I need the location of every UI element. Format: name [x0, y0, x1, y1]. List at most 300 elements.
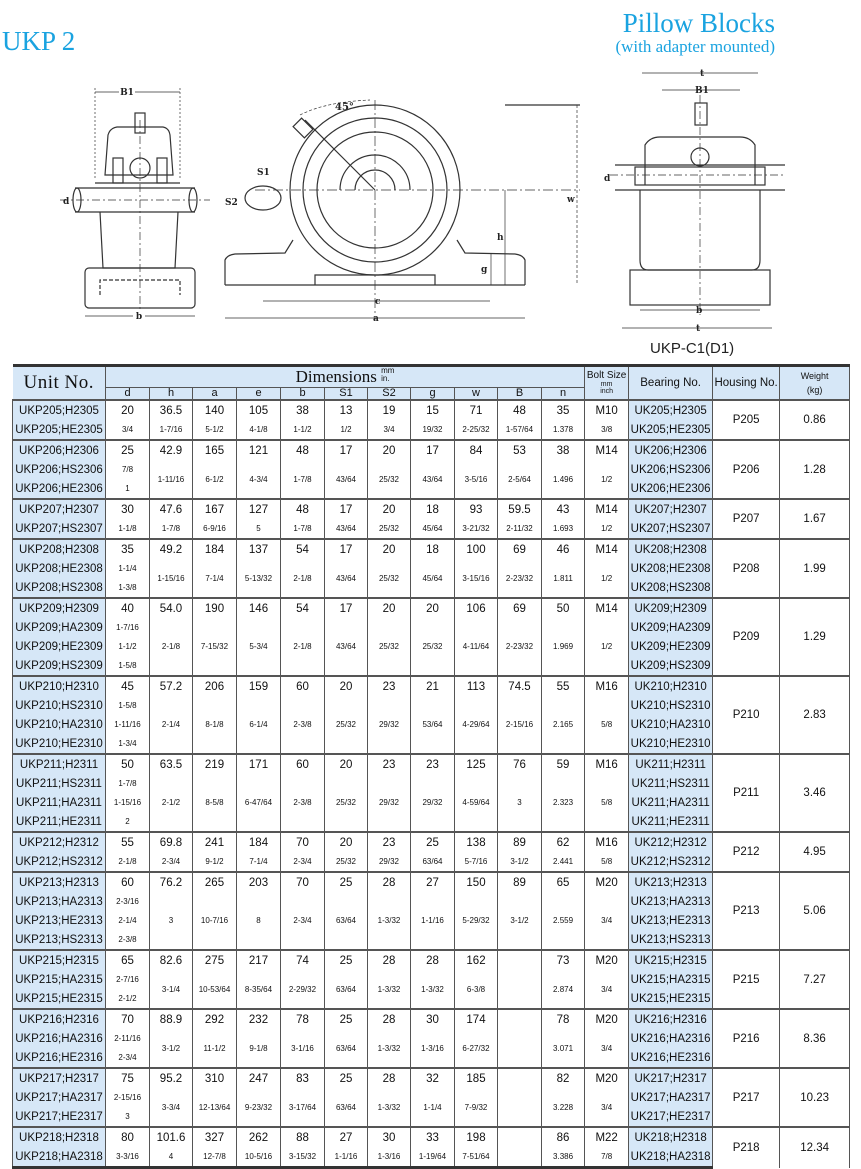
dim-cell: 7-15/32: [193, 618, 237, 676]
weight-cell: 3.46: [780, 754, 850, 832]
header-col-b: b: [281, 388, 325, 401]
dim-cell: 1-7/16: [150, 420, 193, 440]
dim-cell: 165: [193, 440, 237, 460]
dim-cell: 43/64: [325, 460, 368, 499]
bearing-no-cell: UK211;HA2311: [629, 793, 713, 812]
dim-cell: M14: [585, 499, 629, 519]
dim-cell: 185: [455, 1068, 498, 1088]
dim-cell: [498, 1147, 542, 1168]
dim-cell: 2.441: [542, 852, 585, 872]
dim-cell: 63/64: [325, 1088, 368, 1127]
table-row: [13, 1068, 850, 1088]
dim-cell: 25: [325, 1068, 368, 1088]
bearing-no-cell: UK211;H2311: [629, 754, 713, 774]
dim-cell: 25: [325, 950, 368, 970]
header-col-d: d: [106, 388, 150, 401]
dim-cell: 25/32: [368, 618, 411, 676]
dim-cell: 3/4: [585, 1029, 629, 1068]
header-col-b: B: [498, 388, 542, 401]
table-row: [13, 950, 850, 970]
unit-no-cell: UKP209;HA2309: [13, 618, 106, 637]
unit-no-cell: UKP211;H2311: [13, 754, 106, 774]
dim-cell: 60: [281, 754, 325, 774]
header-col-e: e: [237, 388, 281, 401]
label-b1: B1: [120, 88, 134, 98]
dim-cell: 20: [325, 676, 368, 696]
dim-cell: 86: [542, 1127, 585, 1147]
dim-cell: 8: [237, 892, 281, 950]
dim-cell: 69.8: [150, 832, 193, 852]
dim-cell: 7-9/32: [455, 1088, 498, 1127]
dim-d-cell: 2-1/8: [106, 852, 150, 872]
label-d: d: [63, 197, 70, 207]
bearing-no-cell: UK209;HS2309: [629, 656, 713, 676]
table-row: [13, 499, 850, 519]
unit-no-cell: UKP212;H2312: [13, 832, 106, 852]
dim-cell: 43/64: [411, 460, 455, 499]
dim-d-cell: 2-11/16: [106, 1029, 150, 1048]
dim-cell: 20: [368, 499, 411, 519]
unit-no-cell: UKP209;HS2309: [13, 656, 106, 676]
dim-d-cell: 1-15/16: [106, 793, 150, 812]
label-t-top: t: [700, 69, 705, 79]
cover-view-caption: UKP-C1(D1): [650, 340, 735, 357]
dim-cell: 3-1/16: [281, 1029, 325, 1068]
dim-cell: 25/32: [368, 519, 411, 539]
bearing-no-cell: UK210;HA2310: [629, 715, 713, 734]
dim-d-cell: 1-7/16: [106, 618, 150, 637]
dim-cell: 2.874: [542, 970, 585, 1009]
dim-cell: 1-7/8: [281, 519, 325, 539]
dim-cell: 1.969: [542, 618, 585, 676]
header-col-s1: S1: [325, 388, 368, 401]
dim-cell: M14: [585, 539, 629, 559]
label-h: h: [497, 233, 504, 243]
dim-cell: 2-23/32: [498, 618, 542, 676]
housing-no-cell: P218: [713, 1127, 780, 1168]
dim-cell: 125: [455, 754, 498, 774]
unit-group: [13, 499, 850, 539]
dim-cell: 171: [237, 754, 281, 774]
table-row: [13, 832, 850, 852]
dim-d-cell: 1-1/4: [106, 559, 150, 578]
unit-no-cell: UKP217;H2317: [13, 1068, 106, 1088]
weight-cell: 5.06: [780, 872, 850, 950]
dim-cell: 232: [237, 1009, 281, 1029]
dim-cell: 9-1/8: [237, 1029, 281, 1068]
unit-group: [13, 400, 850, 440]
label-45-deg: 45°: [335, 102, 354, 113]
dim-cell: 60: [281, 676, 325, 696]
dim-cell: 89: [498, 872, 542, 892]
bearing-no-cell: UK217;H2317: [629, 1068, 713, 1088]
dim-cell: 17: [325, 598, 368, 618]
product-title-block: [615, 8, 775, 56]
header-col-h: h: [150, 388, 193, 401]
dim-cell: 2-3/8: [281, 696, 325, 754]
bearing-no-cell: UK213;HS2313: [629, 930, 713, 950]
dim-cell: 292: [193, 1009, 237, 1029]
dim-cell: 6-1/4: [237, 696, 281, 754]
dim-cell: M20: [585, 950, 629, 970]
dim-cell: 3-1/4: [150, 970, 193, 1009]
table-row: [13, 754, 850, 774]
dim-cell: 95.2: [150, 1068, 193, 1088]
housing-no-cell: P213: [713, 872, 780, 950]
header-col-s2: S2: [368, 388, 411, 401]
dim-cell: 30: [368, 1127, 411, 1147]
dim-cell: 17: [325, 499, 368, 519]
bearing-no-cell: UK207;H2307: [629, 499, 713, 519]
dim-cell: 10-5/16: [237, 1147, 281, 1168]
dim-cell: 5-29/32: [455, 892, 498, 950]
dim-d-cell: 1-5/8: [106, 656, 150, 676]
housing-no-cell: P208: [713, 539, 780, 598]
housing-no-cell: P206: [713, 440, 780, 499]
dim-cell: M22: [585, 1127, 629, 1147]
unit-no-cell: UKP217;HA2317: [13, 1088, 106, 1107]
unit-no-cell: UKP211;HE2311: [13, 812, 106, 832]
weight-cell: 4.95: [780, 832, 850, 872]
dim-d-cell: 7/8: [106, 460, 150, 479]
dim-cell: 3-1/2: [150, 1029, 193, 1068]
dim-d-cell: 2-3/4: [106, 1048, 150, 1068]
dim-d-cell: 50: [106, 754, 150, 774]
header-col-n: n: [542, 388, 585, 401]
cover-view-drawing: [600, 65, 790, 340]
dim-cell: 3/4: [585, 970, 629, 1009]
side-view-drawing: [55, 80, 215, 325]
dim-cell: 4-59/64: [455, 774, 498, 832]
dim-cell: 70: [281, 832, 325, 852]
label-s1: S1: [257, 168, 270, 178]
unit-group: [13, 872, 850, 950]
dim-cell: 5: [237, 519, 281, 539]
dim-cell: 48: [281, 440, 325, 460]
dim-cell: 3-15/32: [281, 1147, 325, 1168]
dim-cell: 17: [325, 539, 368, 559]
unit-no-cell: UKP216;H2316: [13, 1009, 106, 1029]
unit-group: [13, 832, 850, 872]
dim-cell: 8-35/64: [237, 970, 281, 1009]
bearing-no-cell: UK211;HS2311: [629, 774, 713, 793]
dim-cell: 43/64: [325, 559, 368, 598]
dim-cell: 82: [542, 1068, 585, 1088]
dim-cell: 76.2: [150, 872, 193, 892]
dim-cell: 25/32: [368, 460, 411, 499]
dim-cell: 8-1/8: [193, 696, 237, 754]
dim-cell: 1.496: [542, 460, 585, 499]
table-row: [13, 676, 850, 696]
bearing-no-cell: UK213;HA2313: [629, 892, 713, 911]
bearing-no-cell: UK206;HS2306: [629, 460, 713, 479]
bearing-no-cell: UK210;H2310: [629, 676, 713, 696]
dim-cell: 2-3/8: [281, 774, 325, 832]
dim-d-cell: 1-3/4: [106, 734, 150, 754]
housing-no-cell: P211: [713, 754, 780, 832]
dim-d-cell: 60: [106, 872, 150, 892]
dim-cell: 89: [498, 832, 542, 852]
housing-no-cell: P205: [713, 400, 780, 440]
dim-cell: 78: [281, 1009, 325, 1029]
dim-cell: 1-3/32: [368, 1088, 411, 1127]
dim-cell: 1.811: [542, 559, 585, 598]
dim-cell: 12-13/64: [193, 1088, 237, 1127]
unit-no-cell: UKP210;HS2310: [13, 696, 106, 715]
dim-cell: 101.6: [150, 1127, 193, 1147]
dim-cell: 174: [455, 1009, 498, 1029]
dim-cell: 3.228: [542, 1088, 585, 1127]
dim-cell: 1-1/4: [411, 1088, 455, 1127]
dim-d-cell: 65: [106, 950, 150, 970]
label-b-cover: b: [696, 306, 703, 316]
dim-d-cell: 2: [106, 812, 150, 832]
dim-cell: 50: [542, 598, 585, 618]
dim-cell: 28: [368, 872, 411, 892]
dim-cell: 29/32: [368, 774, 411, 832]
dim-cell: 146: [237, 598, 281, 618]
bearing-no-cell: UK215;HA2315: [629, 970, 713, 989]
dim-cell: 2-23/32: [498, 559, 542, 598]
bearing-no-cell: UK205;HE2305: [629, 420, 713, 440]
dim-cell: 184: [193, 539, 237, 559]
dim-cell: 63/64: [325, 892, 368, 950]
dim-cell: 137: [237, 539, 281, 559]
weight-cell: 12.34: [780, 1127, 850, 1168]
header-weight: Weight (kg): [780, 366, 850, 401]
unit-group: [13, 440, 850, 499]
unit-group: [13, 598, 850, 676]
dim-cell: 2.165: [542, 696, 585, 754]
dim-cell: 54.0: [150, 598, 193, 618]
dim-cell: 27: [411, 872, 455, 892]
table-row: [13, 872, 850, 892]
dim-cell: 4: [150, 1147, 193, 1168]
dim-cell: M20: [585, 872, 629, 892]
dim-cell: 217: [237, 950, 281, 970]
dim-cell: 13: [325, 400, 368, 420]
bearing-no-cell: UK217;HE2317: [629, 1107, 713, 1127]
dim-cell: 28: [368, 1068, 411, 1088]
dim-cell: 1-19/64: [411, 1147, 455, 1168]
dim-cell: 2-3/4: [281, 892, 325, 950]
dim-cell: 63/64: [325, 970, 368, 1009]
unit-no-cell: UKP206;HE2306: [13, 479, 106, 499]
dim-cell: 20: [368, 539, 411, 559]
label-g: g: [481, 265, 488, 275]
table-row: [13, 400, 850, 420]
dim-cell: 20: [325, 754, 368, 774]
header-unit-no: Unit No.: [13, 366, 106, 401]
dim-cell: 1.693: [542, 519, 585, 539]
dim-cell: 32: [411, 1068, 455, 1088]
weight-cell: 0.86: [780, 400, 850, 440]
dim-d-cell: 40: [106, 598, 150, 618]
dim-cell: 23: [411, 754, 455, 774]
dim-d-cell: 45: [106, 676, 150, 696]
dim-d-cell: 25: [106, 440, 150, 460]
dim-cell: 3-15/16: [455, 559, 498, 598]
dim-cell: 20: [411, 598, 455, 618]
housing-no-cell: P210: [713, 676, 780, 754]
dim-cell: 1-7/8: [150, 519, 193, 539]
dim-d-cell: 30: [106, 499, 150, 519]
dim-cell: 74.5: [498, 676, 542, 696]
dim-cell: 3-17/64: [281, 1088, 325, 1127]
unit-no-cell: UKP209;H2309: [13, 598, 106, 618]
table-row: [13, 1009, 850, 1029]
dim-cell: 2-15/16: [498, 696, 542, 754]
table-row: [13, 440, 850, 460]
dim-cell: 10-53/64: [193, 970, 237, 1009]
dim-d-cell: 1-7/8: [106, 774, 150, 793]
dim-cell: 106: [455, 598, 498, 618]
unit-no-cell: UKP212;HS2312: [13, 852, 106, 872]
product-subtitle: (with adapter mounted): [615, 37, 775, 56]
label-s2: S2: [225, 198, 238, 208]
dim-cell: M16: [585, 676, 629, 696]
dim-cell: 29/32: [368, 696, 411, 754]
unit-no-cell: UKP205;HE2305: [13, 420, 106, 440]
weight-cell: 1.28: [780, 440, 850, 499]
dim-cell: 3/4: [585, 892, 629, 950]
dim-cell: 54: [281, 598, 325, 618]
dim-cell: 2-1/8: [281, 559, 325, 598]
dim-cell: 167: [193, 499, 237, 519]
dim-cell: 1-1/16: [325, 1147, 368, 1168]
dim-cell: 1-3/32: [368, 892, 411, 950]
unit-no-cell: UKP213;HS2313: [13, 930, 106, 950]
dim-cell: M20: [585, 1009, 629, 1029]
dim-cell: 82.6: [150, 950, 193, 970]
dim-cell: 7/8: [585, 1147, 629, 1168]
dim-cell: 2-29/32: [281, 970, 325, 1009]
dim-cell: 28: [368, 950, 411, 970]
unit-no-cell: UKP207;HS2307: [13, 519, 106, 539]
unit-no-cell: UKP218;H2318: [13, 1127, 106, 1147]
weight-cell: 7.27: [780, 950, 850, 1009]
unit-no-cell: UKP206;H2306: [13, 440, 106, 460]
bearing-no-cell: UK218;H2318: [629, 1127, 713, 1147]
dim-cell: 70: [281, 872, 325, 892]
weight-cell: 1.99: [780, 539, 850, 598]
housing-no-cell: P212: [713, 832, 780, 872]
bearing-no-cell: UK208;HE2308: [629, 559, 713, 578]
dim-d-cell: 1-11/16: [106, 715, 150, 734]
dim-cell: 84: [455, 440, 498, 460]
bearing-no-cell: UK215;H2315: [629, 950, 713, 970]
dim-cell: 65: [542, 872, 585, 892]
dim-cell: [498, 1088, 542, 1127]
dim-d-cell: 80: [106, 1127, 150, 1147]
dim-cell: 59.5: [498, 499, 542, 519]
dim-cell: 5-1/2: [193, 420, 237, 440]
dim-d-cell: 20: [106, 400, 150, 420]
table-row: [13, 1127, 850, 1147]
unit-no-cell: UKP213;H2313: [13, 872, 106, 892]
dim-cell: 4-3/4: [237, 460, 281, 499]
dim-cell: 6-1/2: [193, 460, 237, 499]
dim-cell: 45/64: [411, 559, 455, 598]
dim-d-cell: 1-3/8: [106, 578, 150, 598]
header-dimensions: Dimensions mm in.: [106, 366, 585, 388]
label-t-bottom: t: [696, 324, 701, 334]
bearing-no-cell: UK216;H2316: [629, 1009, 713, 1029]
dim-cell: 3: [498, 774, 542, 832]
dim-cell: 23: [368, 754, 411, 774]
bearing-no-cell: UK213;HE2313: [629, 911, 713, 930]
dim-cell: 1-3/32: [411, 970, 455, 1009]
dim-cell: 3-1/2: [498, 852, 542, 872]
dim-cell: 9-23/32: [237, 1088, 281, 1127]
dim-cell: 43/64: [325, 519, 368, 539]
dim-cell: 4-29/64: [455, 696, 498, 754]
bearing-no-cell: UK218;HA2318: [629, 1147, 713, 1168]
dim-cell: 55: [542, 676, 585, 696]
unit-no-cell: UKP208;HS2308: [13, 578, 106, 598]
bearing-no-cell: UK208;H2308: [629, 539, 713, 559]
unit-no-cell: UKP210;HE2310: [13, 734, 106, 754]
dim-cell: 1-1/2: [281, 420, 325, 440]
dim-cell: 25/32: [325, 852, 368, 872]
dimensions-table: [12, 364, 850, 1169]
dim-cell: 43: [542, 499, 585, 519]
dim-cell: 28: [368, 1009, 411, 1029]
dim-cell: 1-3/32: [368, 970, 411, 1009]
dim-cell: 25: [325, 872, 368, 892]
dim-cell: 20: [368, 440, 411, 460]
dim-cell: 7-1/4: [237, 852, 281, 872]
dim-cell: M16: [585, 754, 629, 774]
dim-cell: 100: [455, 539, 498, 559]
dim-cell: 1.378: [542, 420, 585, 440]
dim-cell: 265: [193, 872, 237, 892]
dim-cell: 25/32: [325, 696, 368, 754]
dim-cell: 33: [411, 1127, 455, 1147]
dim-cell: 2-5/64: [498, 460, 542, 499]
unit-no-cell: UKP215;HA2315: [13, 970, 106, 989]
dim-cell: 29/32: [368, 852, 411, 872]
dim-cell: 2-1/8: [150, 618, 193, 676]
dim-cell: 1/2: [585, 519, 629, 539]
dim-cell: 105: [237, 400, 281, 420]
dim-cell: 5/8: [585, 774, 629, 832]
dim-d-cell: 1-1/2: [106, 637, 150, 656]
dim-d-cell: 2-3/8: [106, 930, 150, 950]
unit-no-cell: UKP211;HA2311: [13, 793, 106, 812]
label-a: a: [373, 314, 379, 324]
dim-cell: 1-57/64: [498, 420, 542, 440]
dim-cell: 138: [455, 832, 498, 852]
dim-cell: 7-51/64: [455, 1147, 498, 1168]
dim-cell: M10: [585, 400, 629, 420]
dim-cell: 18: [411, 539, 455, 559]
dim-cell: 43/64: [325, 618, 368, 676]
bearing-no-cell: UK217;HA2317: [629, 1088, 713, 1107]
dim-cell: 83: [281, 1068, 325, 1088]
dim-cell: [498, 970, 542, 1009]
dim-cell: 19: [368, 400, 411, 420]
dim-d-cell: 2-3/16: [106, 892, 150, 911]
dim-cell: 88.9: [150, 1009, 193, 1029]
dim-cell: 113: [455, 676, 498, 696]
dim-cell: 1-11/16: [150, 460, 193, 499]
dim-cell: 4-1/8: [237, 420, 281, 440]
dim-cell: 1-1/16: [411, 892, 455, 950]
dim-cell: 62: [542, 832, 585, 852]
unit-no-cell: UKP217;HE2317: [13, 1107, 106, 1127]
dim-cell: 1/2: [585, 460, 629, 499]
